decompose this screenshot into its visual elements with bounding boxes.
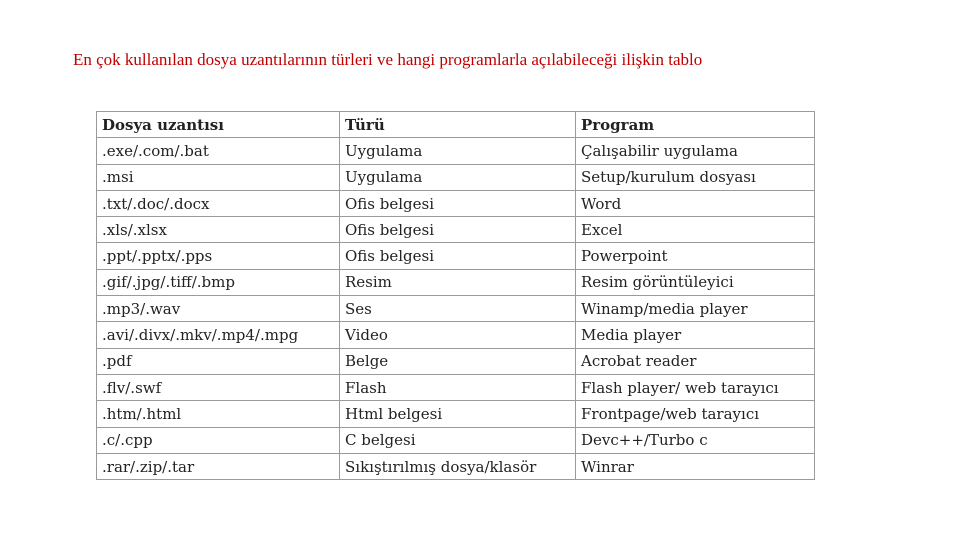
cell-extension: .flv/.swf (97, 374, 340, 400)
cell-program: Word (576, 190, 815, 216)
cell-type: Video (340, 322, 576, 348)
header-program: Program (576, 112, 815, 138)
cell-type: Sıkıştırılmış dosya/klasör (340, 453, 576, 479)
table-row (97, 243, 815, 269)
cell-extension: .rar/.zip/.tar (97, 453, 340, 479)
cell-type: Uygulama (340, 138, 576, 164)
cell-program: Excel (576, 217, 815, 243)
cell-extension: .ppt/.pptx/.pps (97, 243, 340, 269)
cell-type: Belge (340, 348, 576, 374)
cell-extension: .htm/.html (97, 401, 340, 427)
cell-type: Html belgesi (340, 401, 576, 427)
table-row (97, 453, 815, 479)
cell-program: Flash player/ web tarayıcı (576, 374, 815, 400)
table-row (97, 269, 815, 295)
cell-program: Çalışabilir uygulama (576, 138, 815, 164)
slide-title: En çok kullanılan dosya uzantılarının türleri ve hangi programlarla açılabileceği ilişkin tablo (73, 50, 703, 69)
cell-extension: .exe/.com/.bat (97, 138, 340, 164)
table-row (97, 138, 815, 164)
cell-type: C belgesi (340, 427, 576, 453)
cell-extension: .c/.cpp (97, 427, 340, 453)
table-row (97, 401, 815, 427)
cell-extension: .xls/.xlsx (97, 217, 340, 243)
cell-program: Devc++/Turbo c (576, 427, 815, 453)
cell-program: Frontpage/web tarayıcı (576, 401, 815, 427)
cell-extension: .pdf (97, 348, 340, 374)
cell-extension: .avi/.divx/.mkv/.mp4/.mpg (97, 322, 340, 348)
cell-extension: .gif/.jpg/.tiff/.bmp (97, 269, 340, 295)
table-row (97, 348, 815, 374)
cell-program: Winrar (576, 453, 815, 479)
cell-type: Ses (340, 296, 576, 322)
table-row (97, 427, 815, 453)
cell-type: Resim (340, 269, 576, 295)
table-header-row (97, 112, 815, 138)
cell-extension: .msi (97, 164, 340, 190)
cell-extension: .mp3/.wav (97, 296, 340, 322)
cell-program: Winamp/media player (576, 296, 815, 322)
cell-type: Ofis belgesi (340, 243, 576, 269)
cell-extension: .txt/.doc/.docx (97, 190, 340, 216)
cell-type: Ofis belgesi (340, 190, 576, 216)
header-type: Türü (340, 112, 576, 138)
cell-program: Acrobat reader (576, 348, 815, 374)
table-row (97, 217, 815, 243)
cell-program: Powerpoint (576, 243, 815, 269)
table-row (97, 296, 815, 322)
cell-program: Setup/kurulum dosyası (576, 164, 815, 190)
cell-type: Uygulama (340, 164, 576, 190)
table-row (97, 322, 815, 348)
cell-type: Flash (340, 374, 576, 400)
file-extension-table (96, 111, 815, 480)
table-row (97, 190, 815, 216)
table-row (97, 374, 815, 400)
cell-program: Resim görüntüleyici (576, 269, 815, 295)
cell-type: Ofis belgesi (340, 217, 576, 243)
header-extension: Dosya uzantısı (97, 112, 340, 138)
cell-program: Media player (576, 322, 815, 348)
table-row (97, 164, 815, 190)
